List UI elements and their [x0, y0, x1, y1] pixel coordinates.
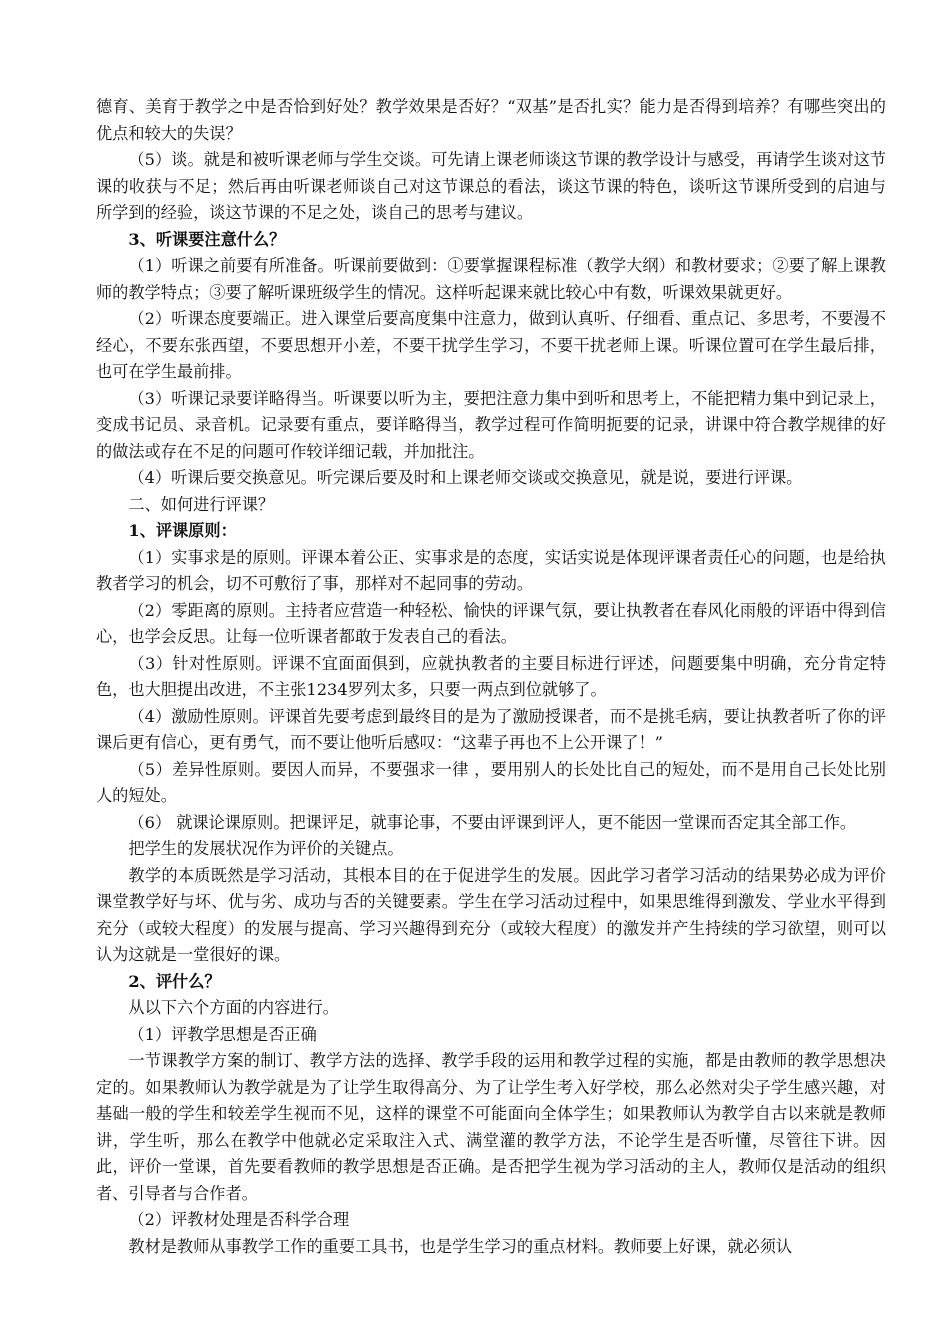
paragraph: 德育、美育于教学之中是否恰到好处？教学效果是否好？“双基”是否扎实？能力是否得到培养？有哪些突出的优点和较大的失误？: [96, 97, 886, 143]
paragraph: （3）听课记录要详略得当。听课要以听为主，要把注意力集中到听和思考上，不能把精力集中到记录上，变成书记员、录音机。记录要有重点，要详略得当，教学过程可作简明扼要的记录，讲课中符合教学规律的好的做法或存在不足的问题可作较详细记载，并加批注。: [96, 388, 886, 461]
paragraph: （5）谈。就是和被听课老师与学生交谈。可先请上课老师谈这节课的教学设计与感受，再请学生谈对这节课的收获与不足；然后再由听课老师谈自己对这节课总的看法，谈这节课的特色，谈听这节课所受到的启迪与所学到的经验，谈这节课的不足之处，谈自己的思考与建议。: [96, 150, 886, 222]
section-heading: 1、评课原则：: [128, 521, 237, 540]
paragraph: （1）实事求是的原则。评课本着公正、实事求是的态度，实话实说是体现评课者责任心的问题，也是给执教者学习的机会，切不可敷衍了事，那样对不起同事的劳动。: [96, 547, 886, 593]
paragraph: 教材是教师从事教学工作的重要工具书，也是学生学习的重点材料。教师要上好课，就必须认: [128, 1236, 793, 1256]
paragraph: 把学生的发展状况作为评价的关键点。: [128, 839, 404, 858]
paragraph: （4）激励性原则。评课首先要考虑到最终目的是为了激励授课者，而不是挑毛病，要让执教者听了你的评课后更有信心，更有勇气，而不要让他听后感叹：“这辈子再也不上公开课了！”: [96, 706, 886, 752]
section-heading: 2、评什么？: [128, 971, 221, 991]
paragraph: （5）差异性原则。要因人而异，不要强求一律 ，要用别人的长处比自己的短处，而不是用自己长处比别人的短处。: [96, 759, 886, 805]
paragraph: （3）针对性原则。评课不宜面面俱到，应就执教者的主要目标进行评述，问题要集中明确，充分肯定特色，也大胆提出改进，不主张1234罗列太多，只要一两点到位就够了。: [96, 653, 886, 699]
paragraph: （6） 就课论课原则。把课评足，就事论事，不要由评课到评人，更不能因一堂课而否定其全部工作。: [128, 812, 857, 832]
paragraph: （4）听课后要交换意见。听完课后要及时和上课老师交谈或交换意见，就是说，要进行评课。: [128, 468, 803, 487]
paragraph: 一节课教学方案的制订、教学方法的选择、教学手段的运用和教学过程的实施，都是由教师的教学思想决定的。如果教师认为教学就是为了让学生取得高分、为了让学生考入好学校，那么必然对尖子学生感兴趣，对基础一般的学生和较差学生视而不见，这样的课堂不可能面向全体学生；如果教师认为教学自古以来就是教师讲，学生听，那么在教学中他就必定采取注入式、满堂灌的教学方法，不论学生是否听懂，尽管往下讲。因此，评价一堂课，首先要看教师的教学思想是否正确。是否把学生视为学习活动的主人，教师仅是活动的组织者、引导者与合作者。: [96, 1051, 886, 1203]
paragraph: 从以下六个方面的内容进行。: [128, 998, 339, 1017]
paragraph: 教学的本质既然是学习活动，其根本目的在于促进学生的发展。因此学习者学习活动的结果势必成为评价课堂教学好与坏、优与劣、成功与否的关键要素。学生在学习活动过程中，如果思维得到激发、学业水平得到充分（或较大程度）的发展与提高、学习兴趣得到充分（或较大程度）的激发并产生持续的学习欲望，则可以认为这就是一堂很好的课。: [96, 865, 886, 964]
subsection-heading: （2）评教材处理是否科学合理: [128, 1210, 350, 1229]
subsection-heading: （1）评教学思想是否正确: [128, 1024, 317, 1044]
paragraph: （2）零距离的原则。主持者应营造一种轻松、愉快的评课气氛，要让执教者在春风化雨般的评语中得到信心，也学会反思。让每一位听课者都敢于发表自己的看法。: [96, 600, 886, 646]
section-heading: 3、听课要注意什么？: [128, 229, 286, 249]
paragraph: （2）听课态度要端正。进入课堂后要高度集中注意力，做到认真听、仔细看、重点记、多思考，不要漫不经心，不要东张西望，不要思想开小差，不要干扰学生学习，不要干扰老师上课。听课位置可在学生最后排，也可在学生最前排。: [96, 309, 886, 381]
section-heading: 二、如何进行评课？: [128, 494, 275, 514]
paragraph: （1）听课之前要有所准备。听课前要做到：①要掌握课程标准（教学大纲）和教材要求；②要了解上课教师的教学特点；③要了解听课班级学生的情况。这样听起课来就比较心中有数，听课效果就更好。: [96, 256, 886, 302]
